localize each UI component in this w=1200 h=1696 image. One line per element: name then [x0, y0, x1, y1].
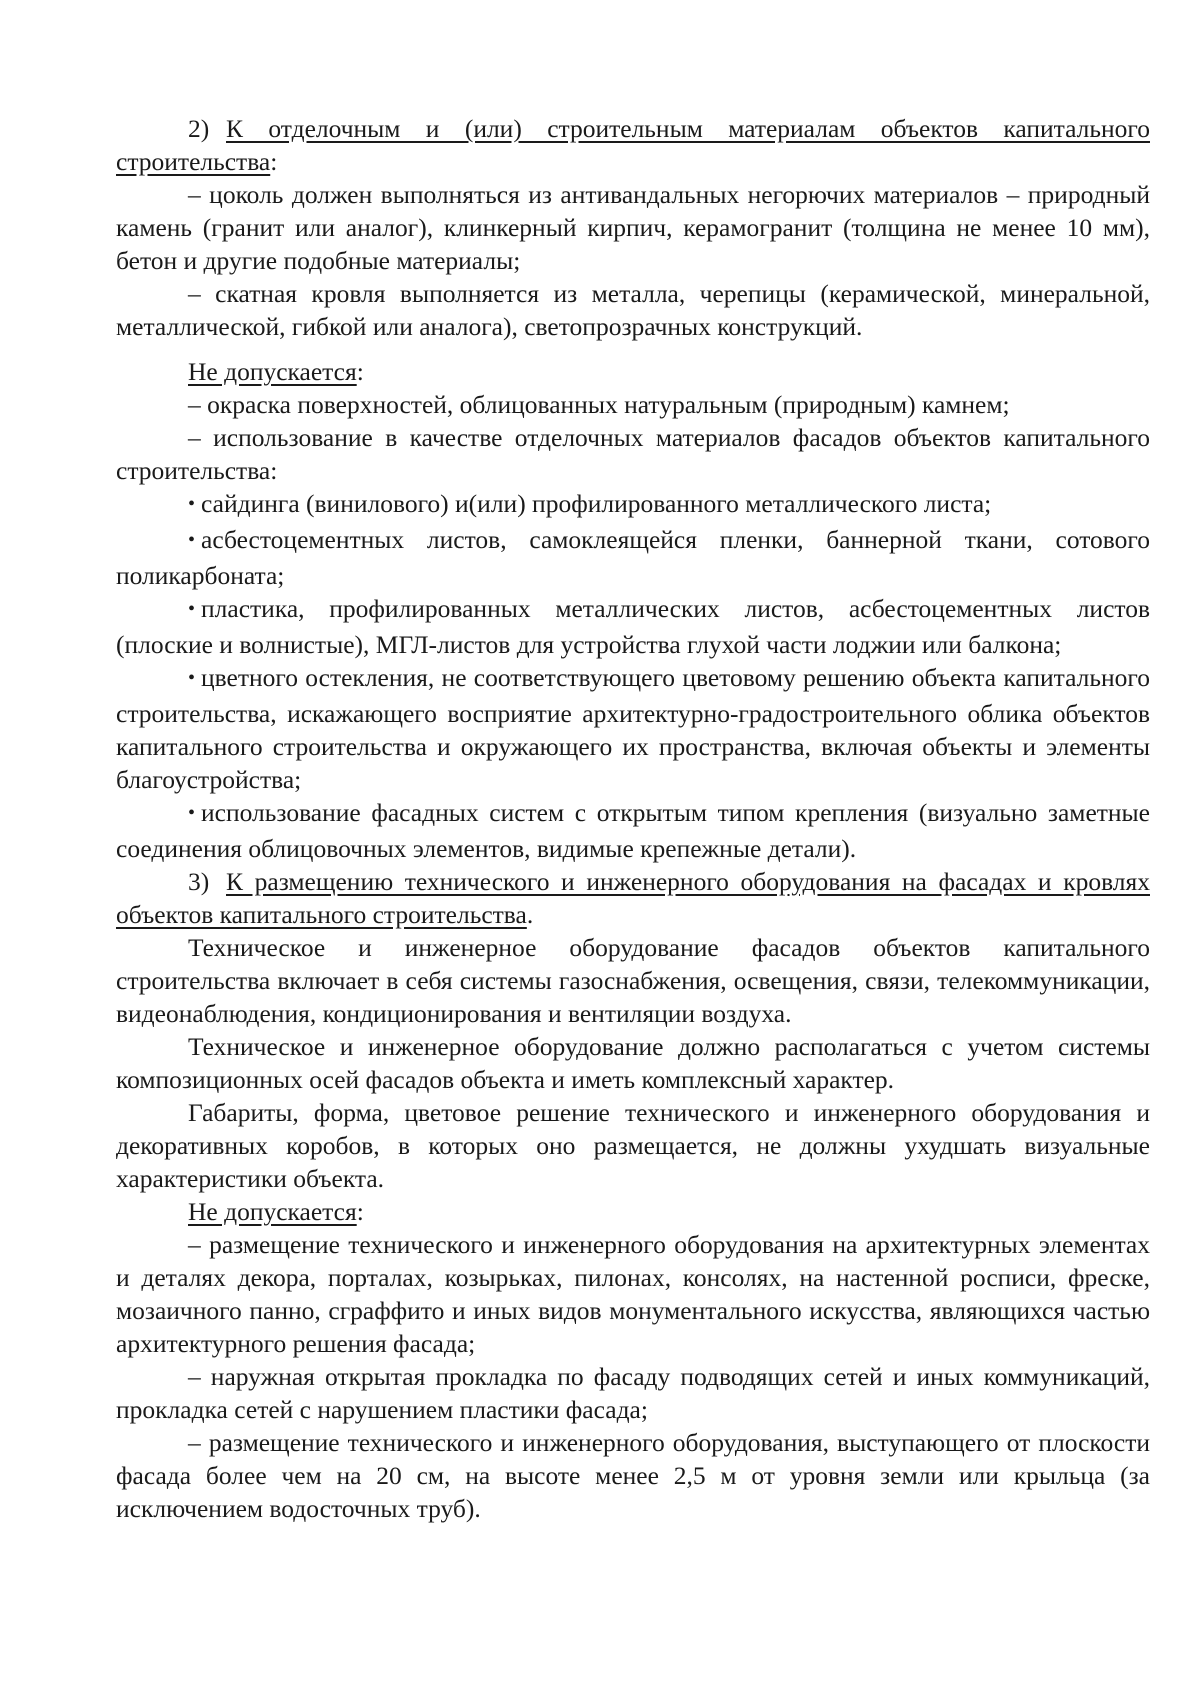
list-item: – окраска поверхностей, облицованных натуральным (природным) камнем;: [188, 390, 1010, 419]
list-item: – наружная открытая прокладка по фасаду подводящих сетей и иных коммуникаций, прокладка сетей с нарушением пластики фасада;: [116, 1362, 1150, 1424]
list-item: – размещение технического и инженерного оборудования на архитектурных элементах и деталях декора, порталах, козырьках, пилонах, консолях, на настенной росписи, фреске, мозаичного панно, сграффито и иных видов монументального искусства, являющихся частью архитектурного решения фасада;: [116, 1230, 1150, 1358]
section-2-title: К отделочным и (или) строительным материалам объектов капитального строительства: [116, 114, 1150, 176]
not-allowed-heading: Не допускается:: [188, 357, 364, 386]
list-item: – цоколь должен выполняться из антивандальных негорючих материалов – природный камень (гранит или аналог), клинкерный кирпич, керамогранит (толщина не менее 10 мм), бетон и другие подобные материалы;: [116, 180, 1150, 275]
bullet-icon: •: [188, 529, 196, 551]
paragraph: Техническое и инженерное оборудование должно располагаться с учетом системы композиционных осей фасадов объекта и иметь комплексный характер.: [116, 1032, 1150, 1094]
section-3-title: К размещению технического и инженерного оборудования на фасадах и кровлях объектов капитального строительства: [116, 867, 1150, 929]
bullet-icon: •: [188, 802, 196, 824]
list-item: – скатная кровля выполняется из металла, черепицы (керамической, минеральной, металлической, гибкой или аналога), светопрозрачных конструкций.: [116, 279, 1150, 341]
list-item: – использование в качестве отделочных материалов фасадов объектов капитального строительства:: [116, 423, 1150, 485]
bullet-icon: •: [188, 598, 196, 620]
not-allowed-heading: Не допускается:: [188, 1197, 364, 1226]
section-2-heading: 2) К отделочным и (или) строительным материалам объектов капитального строительства:: [116, 114, 1150, 176]
paragraph: Габариты, форма, цветовое решение технического и инженерного оборудования и декоративных коробов, в которых оно размещается, не должны ухудшать визуальные характеристики объекта.: [116, 1098, 1150, 1193]
paragraph: Техническое и инженерное оборудование фасадов объектов капитального строительства включает в себя системы газоснабжения, освещения, связи, телекоммуникации, видеонаблюдения, кондиционирования и вентиляции воздуха.: [116, 933, 1150, 1028]
section-3-heading: 3) К размещению технического и инженерного оборудования на фасадах и кровлях объектов капитального строительства.: [116, 867, 1150, 929]
bullet-item: • цветного остекления, не соответствующего цветовому решению объекта капитального строительства, искажающего восприятие архитектурно-градостроительного облика объектов капитального строительства и окружающего их пространства, включая объекты и элементы благоустройства;: [116, 663, 1150, 794]
bullet-icon: •: [188, 667, 196, 689]
bullet-item: • пластика, профилированных металлических листов, асбестоцементных листов (плоские и волнистые), МГЛ-листов для устройства глухой части лоджии или балкона;: [116, 594, 1150, 659]
bullet-item: • асбестоцементных листов, самоклеящейся пленки, баннерной ткани, сотового поликарбоната;: [116, 525, 1150, 590]
section-3-number: 3): [188, 867, 210, 896]
bullet-icon: •: [188, 493, 196, 515]
section-2-number: 2): [188, 114, 210, 143]
list-item: – размещение технического и инженерного оборудования, выступающего от плоскости фасада более чем на 20 см, на высоте менее 2,5 м от уровня земли или крыльца (за исключением водосточных труб).: [116, 1428, 1150, 1523]
bullet-item: • использование фасадных систем с открытым типом крепления (визуально заметные соединения облицовочных элементов, видимые крепежные детали).: [116, 798, 1150, 863]
bullet-item: • сайдинга (винилового) и(или) профилированного металлического листа;: [188, 489, 992, 518]
document-page: [116, 112, 1150, 1525]
